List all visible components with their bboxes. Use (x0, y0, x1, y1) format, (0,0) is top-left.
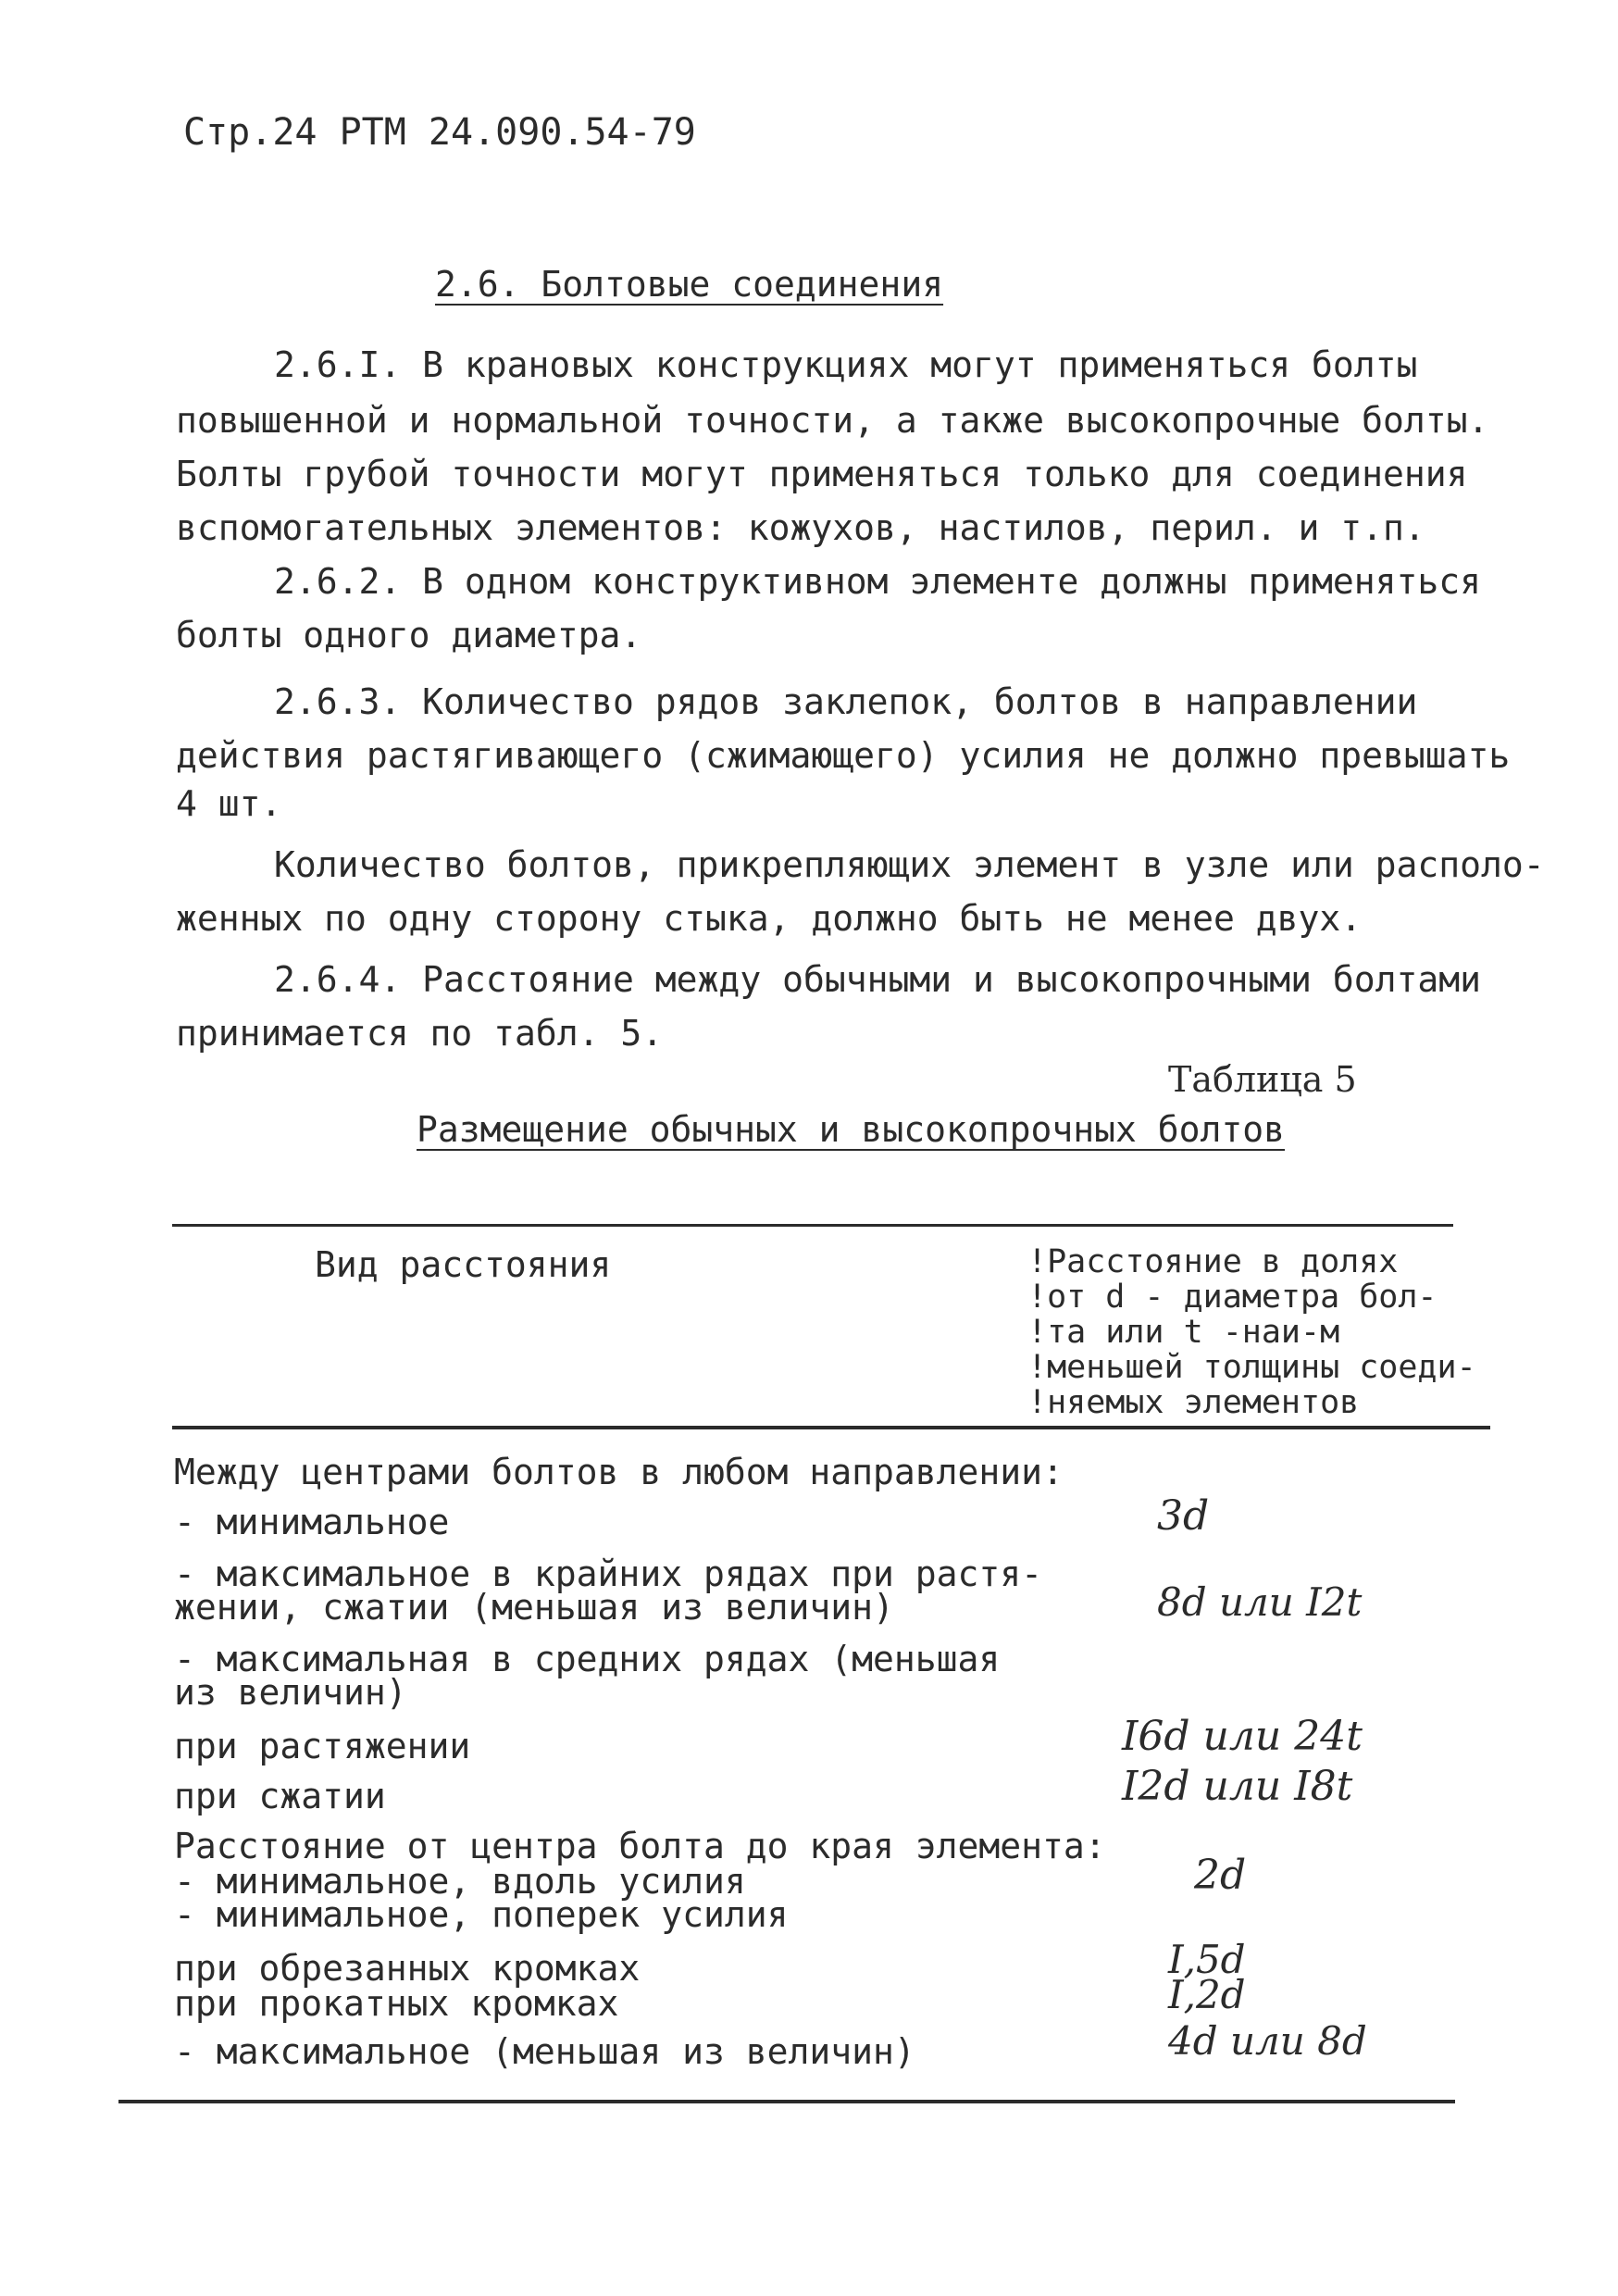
header-col2-line: !няемых элементов (1027, 1384, 1360, 1421)
text-line: принимается по табл. 5. (176, 1013, 664, 1054)
row-value: I,2d (1168, 1972, 1246, 2017)
row-value: 2d (1194, 1852, 1247, 1899)
row-label: при обрезанных кромках (174, 1948, 641, 1989)
row-label: Расстояние от центра болта до края элемента: (174, 1826, 1106, 1866)
row-label: при сжатии (174, 1776, 386, 1816)
text-line: действия растягивающего (сжимающего) усилия не должно превышать (176, 735, 1511, 776)
text-line: вспомогательных элементов: кожухов, настилов, перил. и т.п. (176, 507, 1425, 548)
table-bottom-rule (118, 2100, 1455, 2103)
table-label: Таблица 5 (1168, 1059, 1357, 1100)
row-label: жении, сжатии (меньшая из величин) (174, 1587, 894, 1628)
row-label: при прокатных кромках (174, 1983, 619, 2024)
text-line: женных по одну сторону стыка, должно быть не менее двух. (176, 898, 1363, 939)
row-label: - минимальное, поперек усилия (174, 1894, 789, 1935)
row-label: при растяжении (174, 1726, 471, 1766)
row-label: - максимальное в крайних рядах при растя- (174, 1554, 1042, 1594)
table-header-col1: Вид расстояния (315, 1244, 612, 1285)
table-header-rule (172, 1426, 1490, 1429)
row-label: - максимальное (меньшая из величин) (174, 2031, 915, 2072)
header-col2-line: !от d - диаметра бол- (1027, 1279, 1438, 1316)
section-title: 2.6. Болтовые соединения (435, 264, 944, 305)
row-label: - максимальная в средних рядах (меньшая (174, 1639, 1001, 1679)
row-label: из величин) (174, 1672, 407, 1713)
header-col2-line: !та или t -наи-м (1027, 1314, 1340, 1351)
text-line: Болты грубой точности могут применяться только для соединения (176, 454, 1468, 494)
text-line: повышенной и нормальной точности, а также высокопрочные болты. (176, 400, 1489, 441)
text-line: 2.6.I. В крановых конструкциях могут применяться болты (274, 344, 1418, 385)
row-label: - минимальное, вдоль усилия (174, 1861, 746, 1902)
row-value: I,5d (1168, 1937, 1246, 1982)
row-label: Между центрами болтов в любом направлении: (174, 1452, 1064, 1492)
header-col2-line: !Расстояние в долях (1027, 1243, 1399, 1280)
row-label: - минимальное (174, 1502, 450, 1542)
text-line: 2.6.3. Количество рядов заклепок, болтов в направлении (274, 681, 1418, 722)
header-col2-line: !меньшей толщины соеди- (1027, 1349, 1476, 1386)
table-top-rule (172, 1224, 1453, 1227)
text-line: 2.6.4. Расстояние между обычными и высокопрочными болтами (274, 959, 1482, 1000)
row-value: I6d или 24t (1122, 1713, 1363, 1760)
row-value: 8d или I2t (1157, 1579, 1363, 1625)
row-value: 4d или 8d (1168, 2018, 1367, 2064)
text-line: 2.6.2. В одном конструктивном элементе должны применяться (274, 561, 1482, 602)
text-line: 4 шт. (176, 783, 282, 824)
row-value: I2d или I8t (1122, 1763, 1353, 1810)
text-line: Количество болтов, прикрепляющих элемент в узле или располо- (274, 844, 1545, 885)
table-title: Размещение обычных и высокопрочных болтов (417, 1109, 1285, 1150)
row-value: 3d (1157, 1492, 1210, 1540)
text-line: болты одного диаметра. (176, 615, 642, 655)
page-header: Стр.24 РТМ 24.090.54-79 (183, 111, 696, 154)
